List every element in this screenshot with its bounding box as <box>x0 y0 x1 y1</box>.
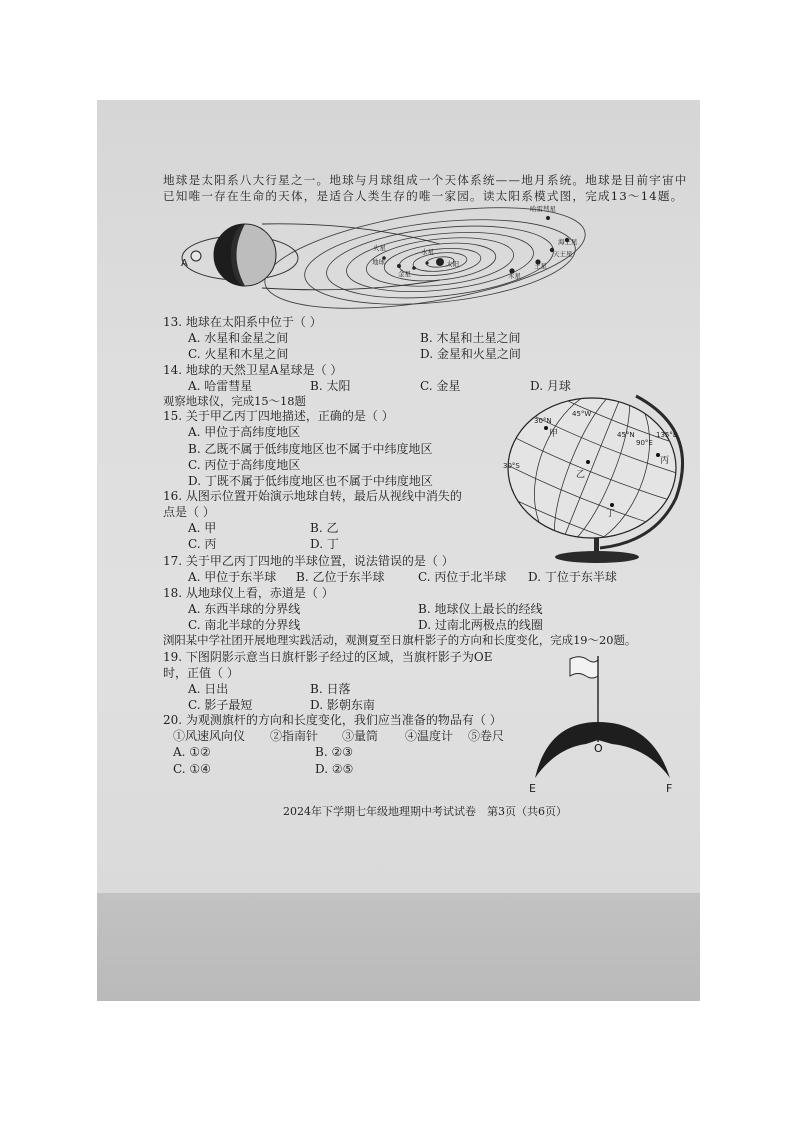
q16-option-b: B. 乙 <box>310 521 339 535</box>
q14-stem: 14. 地球的天然卫星A星球是（ ） <box>163 363 343 377</box>
flagpole-shadow-figure <box>525 648 685 796</box>
point-o-label: O <box>594 742 603 755</box>
label-yi: 乙 <box>576 470 586 480</box>
globe-figure <box>495 392 690 567</box>
label-30s: 30°S <box>503 462 520 470</box>
label-neptune: 海王星 <box>558 238 578 246</box>
label-ding: 丁 <box>606 509 616 519</box>
q20-option-b: B. ②③ <box>315 745 353 759</box>
q18-stem: 18. 从地球仪上看，赤道是（ ） <box>163 586 334 600</box>
q15-option-b: B. 乙既不属于低纬度地区也不属于中纬度地区 <box>188 442 433 456</box>
q20-item-2: ②指南针 <box>270 729 319 743</box>
intro-line-1: 地球是太阳系八大行星之一。地球与月球组成一个天体系统——地月系统。地球是目前宇宙中 <box>163 173 688 187</box>
q14-option-b: B. 太阳 <box>310 379 351 393</box>
q17-option-b: B. 乙位于东半球 <box>296 570 385 584</box>
sun-dot <box>436 258 444 266</box>
label-sun: 太阳 <box>446 260 459 268</box>
point-f-label: F <box>666 782 673 795</box>
point-ding <box>610 503 614 507</box>
q13-option-b: B. 木星和土星之间 <box>420 331 521 345</box>
flag-section-intro: 浏阳某中学社团开展地理实践活动，观测夏至日旗杆影子的方向和长度变化，完成19～20题。 <box>163 633 637 647</box>
q20-option-a: A. ①② <box>173 745 211 759</box>
label-jupiter: 木星 <box>508 272 521 280</box>
label-venus: 金星 <box>398 270 411 278</box>
q18-option-b: B. 地球仪上最长的经线 <box>418 602 543 616</box>
q20-item-5: ⑤卷尺 <box>468 729 505 743</box>
q20-option-c: C. ①④ <box>173 762 211 776</box>
label-45w: 45°W <box>572 410 592 418</box>
globe-stand-base <box>555 551 639 563</box>
q15-stem: 15. 关于甲乙丙丁四地描述，正确的是（ ） <box>163 409 394 423</box>
page-footer: 2024年下学期七年级地理期中考试试卷 第3页（共6页） <box>283 805 567 818</box>
q18-option-d: D. 过南北两极点的线圈 <box>418 618 543 632</box>
q15-option-a: A. 甲位于高纬度地区 <box>188 425 301 439</box>
moon-a <box>191 251 201 261</box>
q16-option-a: A. 甲 <box>188 521 217 535</box>
label-135e: 135°E <box>656 431 678 439</box>
q19-stem-line-1: 19. 下图阴影示意当日旗杆影子经过的区域，当旗杆影子为OE <box>163 650 493 664</box>
q18-option-c: C. 南北半球的分界线 <box>188 618 301 632</box>
point-e-label: E <box>529 782 536 795</box>
label-jia: 甲 <box>549 429 559 439</box>
label-saturn: 土星 <box>534 262 547 270</box>
table-surface <box>97 893 700 1001</box>
q17-option-d: D. 丁位于东半球 <box>528 570 617 584</box>
q20-option-d: D. ②⑤ <box>315 762 354 776</box>
label-earth: 地球 <box>372 258 385 266</box>
q13-option-d: D. 金星和火星之间 <box>420 347 521 361</box>
q17-stem: 17. 关于甲乙丙丁四地的半球位置，说法错误的是（ ） <box>163 554 454 568</box>
q19-option-c: C. 影子最短 <box>188 698 253 712</box>
q16-option-c: C. 丙 <box>188 537 217 551</box>
flag-icon <box>570 657 598 678</box>
q14-option-c: C. 金星 <box>420 379 461 393</box>
q13-stem: 13. 地球在太阳系中位于（ ） <box>163 315 322 329</box>
q13-option-c: C. 火星和木星之间 <box>188 347 289 361</box>
q20-item-4: ④温度计 <box>405 729 454 743</box>
label-bing: 丙 <box>660 456 670 466</box>
q20-item-1: ①风速风向仪 <box>173 729 246 743</box>
label-mars: 火星 <box>373 244 386 252</box>
globe-section-intro: 观察地球仪，完成15～18题 <box>163 394 306 408</box>
label-mercury: 水星 <box>421 248 434 256</box>
intro-line-2: 已知唯一存在生命的天体，是适合人类生存的唯一家园。读太阳系模式图，完成13～14题。 <box>163 189 684 203</box>
q16-stem-line-2: 点是（ ） <box>163 505 215 519</box>
q16-stem-line-1: 16. 从图示位置开始演示地球自转，最后从视线中消失的 <box>163 489 462 503</box>
q17-option-c: C. 丙位于北半球 <box>418 570 507 584</box>
q14-option-a: A. 哈雷彗星 <box>188 379 253 393</box>
q18-option-a: A. 东西半球的分界线 <box>188 602 301 616</box>
label-uranus: 天王星 <box>553 250 573 258</box>
q13-option-a: A. 水星和金星之间 <box>188 331 289 345</box>
q14-option-d: D. 月球 <box>530 379 571 393</box>
q20-stem: 20. 为观测旗杆的方向和长度变化，我们应当准备的物品有（ ） <box>163 713 502 727</box>
q19-option-a: A. 日出 <box>188 682 229 696</box>
q19-stem-line-2: 时，正值（ ） <box>163 666 239 680</box>
solar-system-figure <box>160 198 700 316</box>
label-90e: 90°E <box>636 439 653 447</box>
q20-item-3: ③量筒 <box>342 729 379 743</box>
q19-option-d: D. 影朝东南 <box>310 698 375 712</box>
point-yi <box>586 460 590 464</box>
point-jia <box>544 426 548 430</box>
label-30n: 30°N <box>534 417 552 425</box>
label-halley: 哈雷彗星 <box>530 205 556 213</box>
earth-moon-system <box>181 224 298 286</box>
label-45n: 45°N <box>617 431 635 439</box>
q15-option-c: C. 丙位于高纬度地区 <box>188 458 301 472</box>
q15-option-d: D. 丁既不属于低纬度地区也不属于中纬度地区 <box>188 474 433 488</box>
q17-option-a: A. 甲位于东半球 <box>188 570 277 584</box>
q16-option-d: D. 丁 <box>310 537 339 551</box>
moon-label: A <box>181 258 188 269</box>
q19-option-b: B. 日落 <box>310 682 351 696</box>
